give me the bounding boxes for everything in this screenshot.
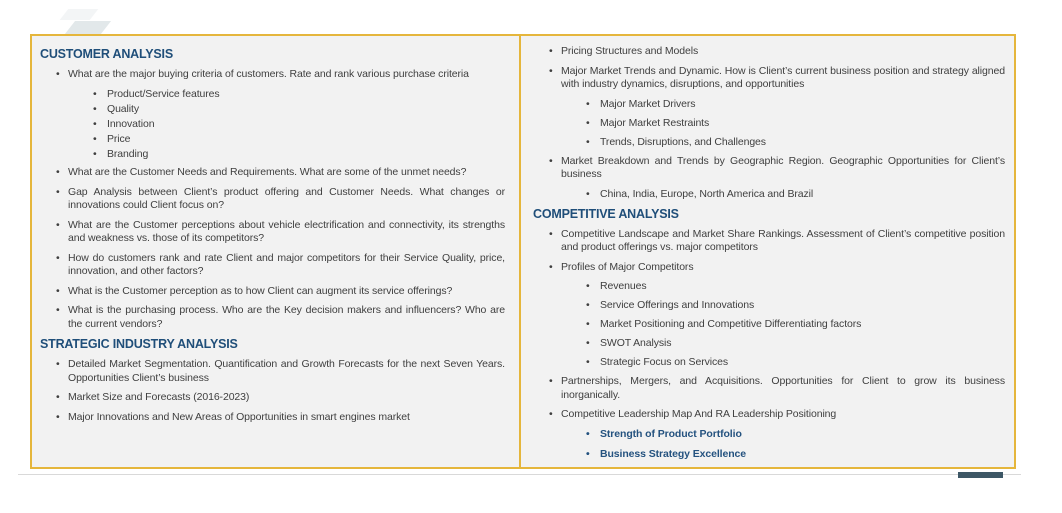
bullet-marker-icon: • [549, 154, 553, 167]
bullet-text: What are the Customer Needs and Requirements. What are some of the unmet needs? [68, 166, 467, 178]
bullet-item [533, 299, 1005, 313]
bullet-item [533, 136, 1005, 150]
bullet-marker-icon: • [586, 299, 590, 311]
bullet-item [533, 188, 1005, 202]
bullet-marker-icon: • [586, 318, 590, 330]
bullet-text: Trends, Disruptions, and Challenges [600, 135, 766, 148]
bullet-marker-icon: • [93, 132, 97, 145]
bullet-text: Branding [107, 147, 149, 160]
bullet-marker-icon: • [56, 185, 60, 198]
bullet-text: Market Positioning and Competitive Differentiating factors [600, 318, 862, 330]
section-heading: STRATEGIC INDUSTRY ANALYSIS [40, 337, 238, 351]
bullet-marker-icon: • [56, 358, 60, 370]
bullet-marker-icon: • [93, 87, 97, 100]
bullet-marker-icon: • [586, 187, 590, 200]
bullet-item [533, 337, 1005, 351]
bullet-marker-icon: • [549, 45, 553, 57]
bullet-text: Strategic Focus on Services [600, 356, 729, 368]
bullet-item [40, 358, 505, 385]
bullet-text: Revenues [600, 280, 647, 292]
bullet-item [533, 375, 1005, 402]
bullet-marker-icon: • [586, 337, 590, 349]
bullet-text: Strength of Product Portfolio [600, 427, 742, 440]
bullet-item [533, 280, 1005, 294]
bullet-text: How do customers rank and rate Client and major competitors for their Service Quality, price, innovation, and other factors? [68, 251, 505, 277]
bullet-item [40, 118, 505, 132]
bullet-text: Profiles of Major Competitors [561, 260, 694, 273]
decorative-parallelogram [60, 9, 99, 20]
footer-divider-line [18, 474, 1021, 475]
column-left [32, 36, 521, 467]
bullet-text: Business Strategy Excellence [600, 447, 747, 460]
bullet-text: Detailed Market Segmentation. Quantification and Growth Forecasts for the next Seven Years. Opportunities Client’s business [68, 358, 505, 384]
bullet-item [533, 228, 1005, 255]
section-heading: CUSTOMER ANALYSIS [40, 47, 173, 61]
footer-accent-bar [958, 472, 1003, 478]
bullet-marker-icon: • [549, 408, 553, 420]
section-heading: COMPETITIVE ANALYSIS [533, 206, 679, 221]
decorative-parallelogram [65, 21, 111, 34]
bullet-item [40, 391, 505, 405]
bullet-text: Product/Service features [107, 87, 220, 100]
bullet-item [533, 155, 1005, 182]
bullet-marker-icon: • [56, 391, 60, 403]
bullet-text: Price [107, 132, 131, 145]
bullet-marker-icon: • [586, 427, 590, 440]
bullet-item [533, 117, 1005, 131]
bullet-marker-icon: • [586, 356, 590, 368]
bullet-item [40, 411, 505, 425]
bullet-text: China, India, Europe, North America and Brazil [600, 187, 814, 200]
bullet-text: Partnerships, Mergers, and Acquisitions. Opportunities for Client to grow its business inorganically. [561, 375, 1005, 401]
bullet-marker-icon: • [93, 147, 97, 160]
bullet-marker-icon: • [586, 97, 590, 110]
bullet-text: Competitive Landscape and Market Share Rankings. Assessment of Client’s competitive position and product offerings vs. major competitors [561, 227, 1005, 253]
bullet-marker-icon: • [549, 375, 553, 387]
bullet-item [533, 356, 1005, 370]
bullet-marker-icon: • [56, 218, 60, 231]
bullet-item [533, 408, 1005, 422]
bullet-text: What are the major buying criteria of customers. Rate and rank various purchase criteria [68, 68, 469, 80]
bullet-item [533, 98, 1005, 112]
bullet-text: Market Size and Forecasts (2016-2023) [68, 391, 250, 403]
bullet-marker-icon: • [56, 304, 60, 316]
column-right [521, 36, 1014, 467]
bullet-marker-icon: • [56, 166, 60, 178]
scope-box [30, 34, 1016, 469]
bullet-text: Major Market Drivers [600, 97, 696, 110]
bullet-marker-icon: • [586, 447, 590, 460]
bullet-item [40, 68, 505, 82]
bullet-text: What is the Customer perception as to how Client can augment its service offerings? [68, 284, 453, 297]
bullet-marker-icon: • [93, 117, 97, 130]
bullet-item [533, 261, 1005, 275]
bullet-text: Major Market Restraints [600, 116, 710, 129]
bullet-text: Competitive Leadership Map And RA Leadership Positioning [561, 408, 837, 420]
bullet-text: Innovation [107, 117, 155, 130]
bullet-text: SWOT Analysis [600, 337, 672, 349]
bullet-item [533, 448, 1005, 462]
bullet-item [40, 166, 505, 180]
bullet-marker-icon: • [56, 68, 60, 80]
bullet-item [40, 148, 505, 162]
bullet-marker-icon: • [586, 135, 590, 148]
bullet-text: What is the purchasing process. Who are the Key decision makers and influencers? Who are the current vendors? [68, 304, 505, 330]
bullet-item [40, 186, 505, 213]
bullet-text: Major Market Trends and Dynamic. How is Client’s current business position and strategy aligned with industry dynamics, disruptions, and opportunities [561, 64, 1005, 90]
bullet-item [40, 88, 505, 102]
bullet-marker-icon: • [549, 260, 553, 273]
bullet-text: Quality [107, 102, 139, 115]
bullet-item [533, 45, 1005, 59]
bullet-text: Pricing Structures and Models [561, 45, 699, 57]
bullet-item [40, 304, 505, 331]
bullet-marker-icon: • [549, 227, 553, 240]
bullet-marker-icon: • [56, 410, 60, 423]
bullet-text: Service Offerings and Innovations [600, 299, 755, 311]
bullet-marker-icon: • [93, 102, 97, 115]
bullet-marker-icon: • [586, 116, 590, 129]
bullet-item [40, 285, 505, 299]
bullet-text: Gap Analysis between Client’s product offering and Customer Needs. What changes or innovations could Client focus on? [68, 185, 505, 211]
bullet-text: Major Innovations and New Areas of Opportunities in smart engines market [68, 410, 410, 423]
bullet-marker-icon: • [56, 284, 60, 297]
bullet-text: Market Breakdown and Trends by Geographic Region. Geographic Opportunities for Client’s business [561, 154, 1005, 180]
bullet-item [533, 428, 1005, 442]
bullet-marker-icon: • [549, 64, 553, 77]
bullet-item [40, 133, 505, 147]
bullet-marker-icon: • [56, 251, 60, 264]
bullet-item [533, 318, 1005, 332]
bullet-item [533, 65, 1005, 92]
bullet-item [40, 219, 505, 246]
bullet-marker-icon: • [586, 280, 590, 292]
bullet-item [40, 103, 505, 117]
bullet-item [40, 252, 505, 279]
bullet-text: What are the Customer perceptions about vehicle electrification and connectivity, its strengths and weakness vs. those of its competitors? [68, 218, 505, 244]
